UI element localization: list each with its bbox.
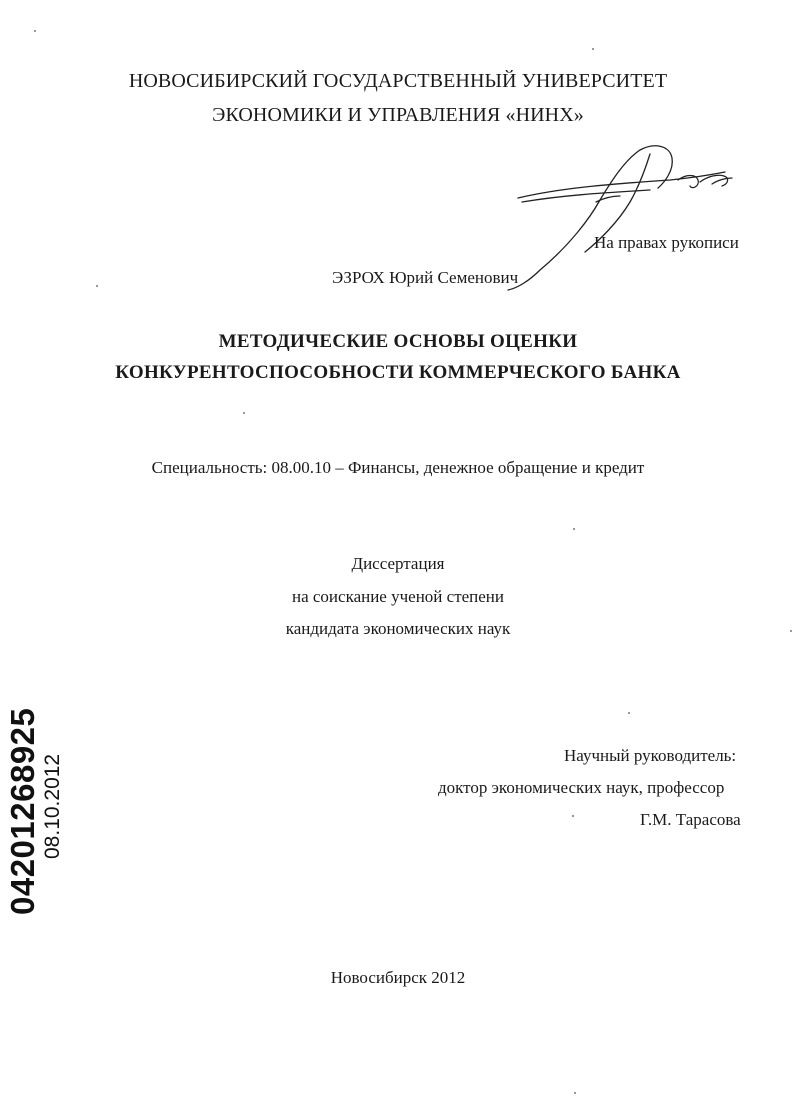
dissertation-title-line1: МЕТОДИЧЕСКИЕ ОСНОВЫ ОЦЕНКИ: [218, 331, 578, 352]
scan-speck: [573, 528, 575, 530]
dissertation-title-line2: КОНКУРЕНТОСПОСОБНОСТИ КОММЕРЧЕСКОГО БАНКА: [115, 362, 681, 383]
place-year: Новосибирск 2012: [330, 968, 466, 987]
scan-speck: [628, 712, 630, 714]
degree-line2: на соискание ученой степени: [291, 587, 505, 606]
scan-speck: [34, 30, 36, 32]
rights-note: На правах рукописи: [594, 233, 739, 252]
scan-speck: [790, 630, 792, 632]
supervisor-name: Г.М. Тарасова: [640, 810, 741, 829]
scan-speck: [243, 412, 245, 414]
supervisor-label: Научный руководитель:: [564, 746, 737, 765]
degree-line1: Диссертация: [351, 554, 445, 573]
handwritten-signature: [500, 140, 740, 300]
library-stamp: [5, 675, 75, 915]
stamp-number: 04201268925: [4, 707, 41, 915]
scan-speck: [592, 48, 594, 50]
stamp-date: 08.10.2012: [41, 753, 64, 859]
scan-speck: [574, 1092, 576, 1094]
university-name-line1: НОВОСИБИРСКИЙ ГОСУДАРСТВЕННЫЙ УНИВЕРСИТЕТ: [128, 70, 668, 92]
supervisor-credentials: доктор экономических наук, профессор: [438, 778, 725, 797]
scan-speck: [96, 285, 98, 287]
degree-line3: кандидата экономических наук: [285, 619, 511, 638]
author-name: ЭЗРОХ Юрий Семенович: [332, 268, 519, 287]
scan-speck: [572, 815, 574, 817]
university-name-line2: ЭКОНОМИКИ И УПРАВЛЕНИЯ «НИНХ»: [212, 104, 584, 126]
specialty-line: Специальность: 08.00.10 – Финансы, денежное обращение и кредит: [151, 458, 645, 477]
